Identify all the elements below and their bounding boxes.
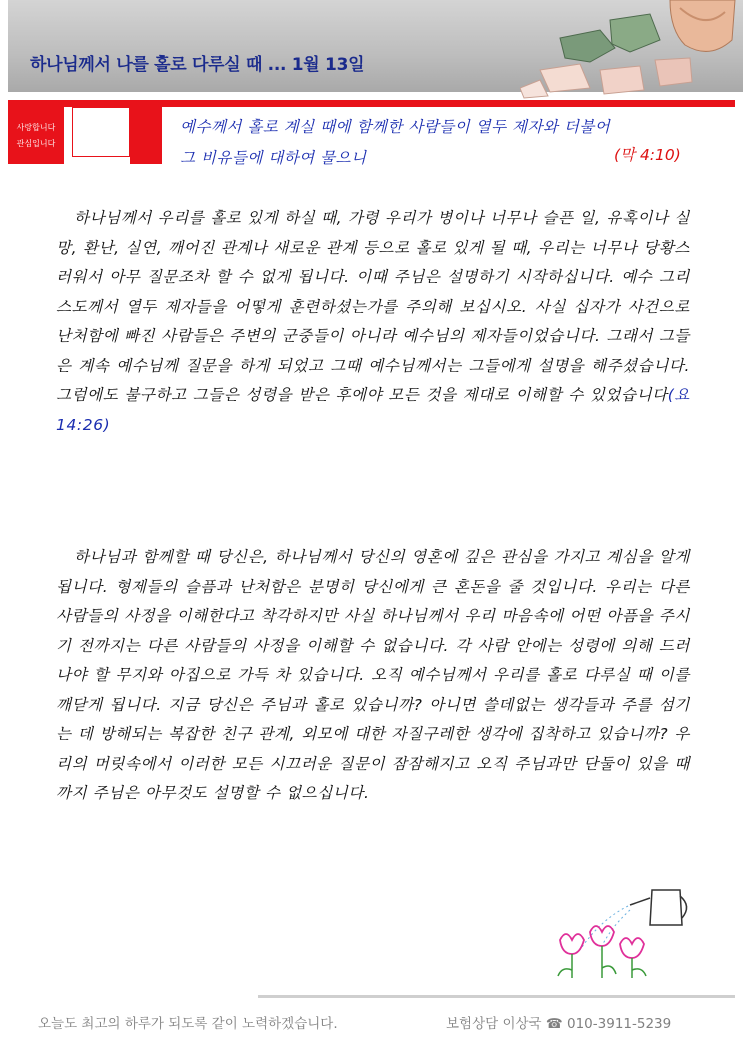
phone-icon: ☎	[545, 1016, 563, 1032]
verse-line-1: 예수께서 홀로 계실 때에 함께한 사람들이 열두 제자와 더불어	[180, 118, 611, 136]
tulip-watering-can-illustration	[540, 870, 700, 990]
sidebar-line-1: 사랑합니다	[16, 123, 56, 132]
phone-number: 010-3911-5239	[567, 1016, 672, 1032]
footer-rule	[258, 995, 735, 998]
sidebar-badge	[8, 100, 64, 164]
page-title: 하나님께서 나를 홀로 다루실 때 ... 1월 13일	[30, 55, 365, 75]
broken-eggshell-illustration	[520, 0, 743, 100]
header-red-rule	[8, 100, 735, 107]
sidebar-line-2: 관심입니다	[16, 139, 56, 148]
verse-line-2: 그 비유들에 대하여 물으니	[180, 149, 367, 167]
verse-reference: (막 4:10)	[614, 146, 681, 164]
blank-box	[72, 107, 130, 157]
footer-motto: 오늘도 최고의 하루가 되도록 같이 노력하겠습니다.	[38, 1016, 338, 1032]
paragraph-2-text: 하나님과 함께할 때 당신은, 하나님께서 당신의 영혼에 깊은 관심을 가지고 계심을 알게 됩니다. 형제들의 슬픔과 난처함은 분명히 당신에게 큰 혼돈을 줄 것입니다. 우리는 다른 사람들의 사정을 이해한다고 착각하지만 사실 하나님께서 우리 마음속에 어떤 아픔을 주시기 전까지는 다른 사람들의 사정을 이해할 수 없습니다. 각 사람 안에는 성령에 의해 드러나야 할 무지와 아집으로 가득 차 있습니다. 오직 예수님께서 우리를 홀로 다루실 때 이를 깨닫게 됩니다. 지금 당신은 주님과 홀로 있습니까? 아니면 쓸데없는 생각들과 주를 섬기는 데 방해되는 복잡한 친구 관계, 외모에 대한 자질구레한 생각에 집착하고 있습니까? 우리의 머릿속에서 이러한 모든 시끄러운 질문이 잠잠해지고 오직 주님과만 단둘이 있을 때까지 주님은 아무것도 설명할 수 없으십니다.	[56, 548, 690, 802]
red-accent-block	[130, 107, 162, 164]
body-paragraph-1	[56, 204, 690, 440]
paragraph-1-reference: (요 14:26)	[56, 386, 690, 434]
paragraph-1-text: 하나님께서 우리를 홀로 있게 하실 때, 가령 우리가 병이나 너무나 슬픈 일, 유혹이나 실망, 환난, 실연, 깨어진 관계나 새로운 관계 등으로 홀로 있게 될 때, 우리는 너무나 당황스러워서 아무 질문조차 할 수 없게 됩니다. 이때 주님은 설명하기 시작하십니다. 예수 그리스도께서 열두 제자들을 어떻게 훈련하셨는가를 주의해 보십시오. 사실 십자가 사건으로 난처함에 빠진 사람들은 주변의 군중들이 아니라 예수님의 제자들이었습니다. 그래서 그들은 계속 예수님께 질문을 하게 되었고 그때 예수님께서는 그들에게 설명을 해주셨습니다. 그럼에도 불구하고 그들은 성령을 받은 후에야 모든 것을 제대로 이해할 수 있었습니다	[56, 209, 690, 404]
body-paragraph-2	[56, 543, 690, 809]
contact-label: 보험상담 이상국	[446, 1016, 542, 1032]
footer-contact	[446, 1012, 671, 1032]
